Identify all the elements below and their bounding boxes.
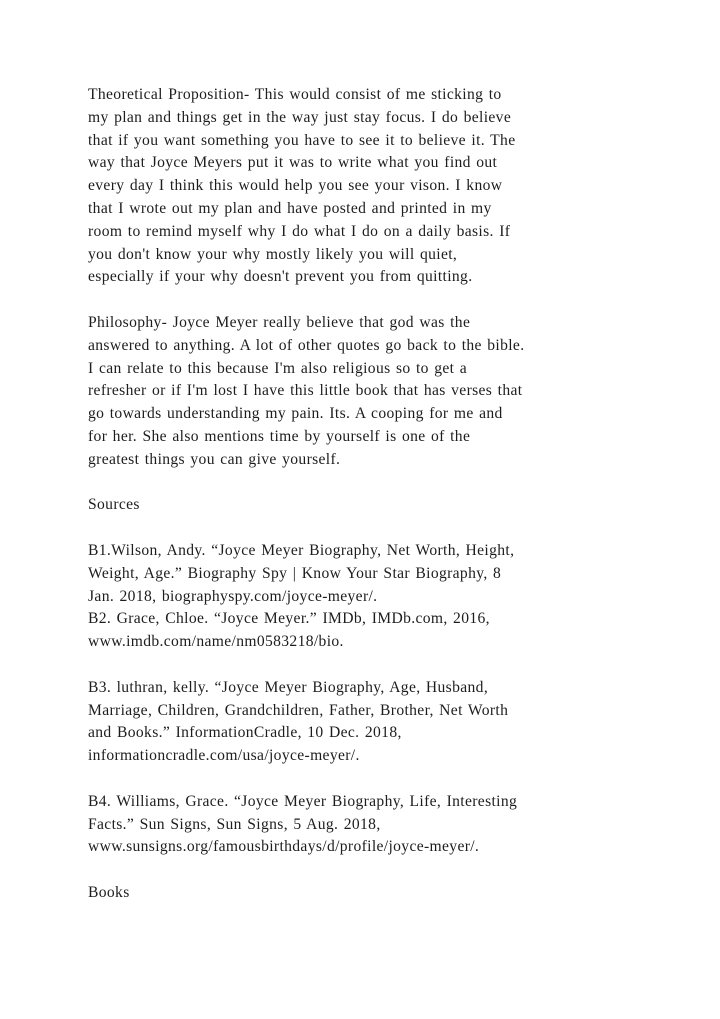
source-entry-b3 xyxy=(88,677,668,768)
text-line: Philosophy- Joyce Meyer really believe that god was the xyxy=(88,313,471,331)
citation-line: Weight, Age.” Biography Spy | Know Your Star Biography, 8 xyxy=(88,564,502,582)
text-line: my plan and things get in the way just stay focus. I do believe xyxy=(88,108,512,126)
text-line: go towards understanding my pain. Its. A cooping for me and xyxy=(88,405,503,423)
citation-line: www.imdb.com/name/nm0583218/bio. xyxy=(88,633,344,651)
citation-line: Facts.” Sun Signs, Sun Signs, 5 Aug. 2018, xyxy=(88,815,381,833)
citation-line: www.sunsigns.org/famousbirthdays/d/profile/joyce-meyer/. xyxy=(88,838,480,856)
citation-line: B2. Grace, Chloe. “Joyce Meyer.” IMDb, IMDb.com, 2016, xyxy=(88,610,490,628)
text-line: you don't know your why mostly likely you will quiet, xyxy=(88,245,458,263)
philosophy-paragraph xyxy=(88,312,668,472)
text-line: for her. She also mentions time by yourself is one of the xyxy=(88,427,471,445)
citation-line: B3. luthran, kelly. “Joyce Meyer Biography, Age, Husband, xyxy=(88,678,489,696)
text-line: Theoretical Proposition- This would consist of me sticking to xyxy=(88,86,502,103)
text-line: that I wrote out my plan and have posted and printed in my xyxy=(88,199,492,217)
citation-line: Jan. 2018, biographyspy.com/joyce-meyer/. xyxy=(88,587,378,605)
citation-line: informationcradle.com/usa/joyce-meyer/. xyxy=(88,747,360,765)
document-body xyxy=(88,84,668,927)
citation-line: Marriage, Children, Grandchildren, Father, Brother, Net Worth xyxy=(88,701,509,719)
text-line: especially if your why doesn't prevent you from quitting. xyxy=(88,268,473,286)
text-line: greatest things you can give yourself. xyxy=(88,450,341,468)
text-line: way that Joyce Meyers put it was to write what you find out xyxy=(88,154,498,172)
theoretical-proposition-paragraph xyxy=(88,84,668,289)
citation-line: and Books.” InformationCradle, 10 Dec. 2018, xyxy=(88,724,402,742)
citation-line: B1.Wilson, Andy. “Joyce Meyer Biography, Net Worth, Height, xyxy=(88,541,515,559)
text-line: that if you want something you have to see it to believe it. The xyxy=(88,131,516,149)
source-entry-b4 xyxy=(88,791,668,859)
sources-heading: Sources xyxy=(88,496,140,514)
text-line: room to remind myself why I do what I do on a daily basis. If xyxy=(88,222,511,240)
text-line: refresher or if I'm lost I have this little book that has verses that xyxy=(88,382,523,400)
text-line: answered to anything. A lot of other quotes go back to the bible. xyxy=(88,336,525,354)
citation-line: B4. Williams, Grace. “Joyce Meyer Biography, Life, Interesting xyxy=(88,792,518,810)
source-entries-b1-b2 xyxy=(88,540,668,654)
text-line: every day I think this would help you see your vison. I know xyxy=(88,177,503,195)
books-heading: Books xyxy=(88,883,130,901)
text-line: I can relate to this because I'm also religious so to get a xyxy=(88,359,468,377)
